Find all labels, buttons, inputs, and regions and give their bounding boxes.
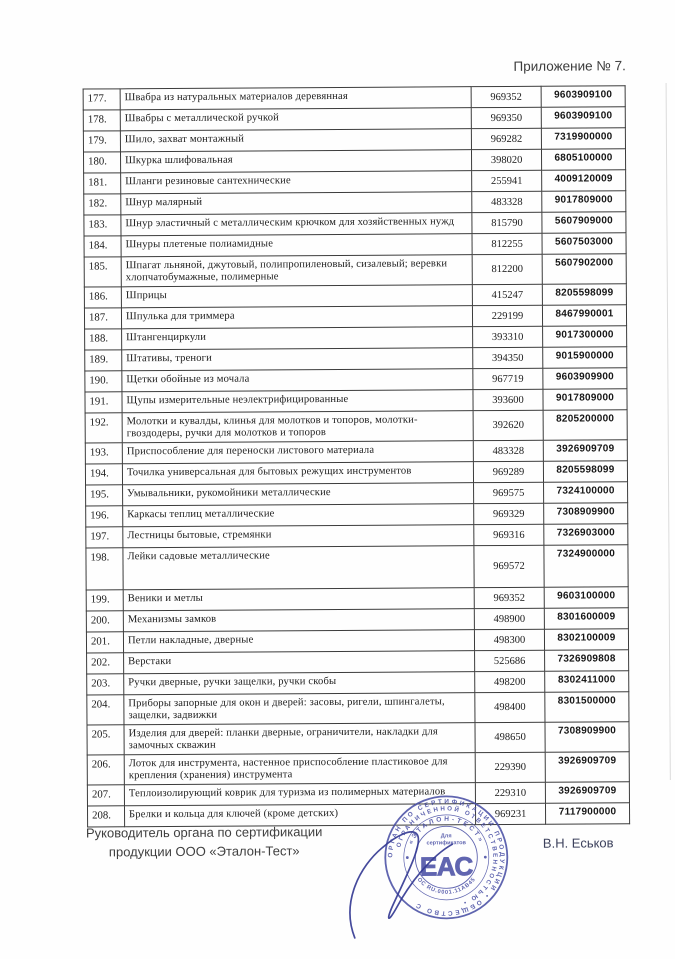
row-code: 498650 [475,722,545,752]
row-code: 812200 [472,254,542,284]
row-number: 206. [87,755,124,785]
signatory-role [70,822,338,862]
row-code: 498400 [475,692,545,722]
row-number: 197. [86,527,123,548]
row-description: Щетки обойные из мочала [122,369,473,392]
row-hs-code: 7324100000 [544,482,628,504]
row-hs-code: 7117900000 [545,803,629,825]
row-number: 179. [83,131,120,152]
row-hs-code: 8467990001 [542,305,626,327]
row-description: Ручки дверные, ручки защелки, ручки скобы [124,672,475,695]
row-number: 177. [83,89,120,110]
row-hs-code: 7308909900 [544,503,628,525]
row-number: 191. [85,392,122,413]
row-description: Шнур малярный [121,192,472,215]
row-hs-code: 7326909808 [545,650,629,672]
row-code: 525686 [475,650,545,671]
row-hs-code: 9603100000 [544,587,628,609]
row-code: 483328 [472,191,542,212]
certification-stamp [332,769,533,950]
row-code: 969575 [474,482,544,503]
row-code: 969350 [471,107,541,128]
stamp-org-name: «ЭТАЛОН-ТЕСТ» [407,815,486,846]
row-code: 392620 [473,410,543,440]
row-number: 194. [85,464,122,485]
row-hs-code: 5607503000 [542,233,626,255]
row-number: 193. [85,443,122,464]
row-hs-code: 9603909100 [541,107,625,129]
row-description: Приборы запорные для окон и дверей: засовы, ригели, шпингалеты, защелки, задвижки [124,693,475,725]
row-description: Шпулька для триммера [121,306,472,329]
row-number: 186. [84,287,121,308]
row-description: Шприцы [121,285,472,308]
row-number: 190. [85,371,122,392]
row-description: Механизмы замков [123,609,474,632]
row-number: 195. [86,485,123,506]
row-hs-code: 9017809000 [543,389,627,411]
row-number: 201. [86,632,123,653]
row-description: Штативы, треноги [122,348,473,371]
row-number: 187. [84,308,121,329]
row-number: 181. [84,173,121,194]
products-table [83,85,631,827]
row-hs-code: 3926909709 [545,782,629,804]
row-hs-code: 9603909100 [541,86,625,108]
row-description: Швабра из натуральных материалов деревянная [120,87,471,110]
row-code: 969282 [471,128,541,149]
row-hs-code: 8205598099 [542,284,626,306]
table-body [83,86,629,827]
row-hs-code: 8205598099 [543,461,627,483]
row-hs-code: 8302100009 [544,629,628,651]
row-description: Теплоизолирующий коврик для туризма из полимерных материалов [124,783,475,806]
signatory-role-line1: Руководитель органа по сертификации [85,824,323,841]
row-hs-code: 9017300000 [543,326,627,348]
row-code: 498200 [475,671,545,692]
page-title: Приложение № 7. [513,58,626,74]
row-number: 188. [85,329,122,350]
row-code: 498300 [474,629,544,650]
row-code: 969231 [475,803,545,824]
row-number: 192. [85,413,122,443]
row-description: Шланги резиновые сантехнические [121,171,472,194]
row-hs-code: 5607902000 [542,254,626,285]
signatory-role-line2: продукции ООО «Эталон-Тест» [108,843,300,860]
row-code: 415247 [472,284,542,305]
row-hs-code: 7308909900 [545,722,629,753]
row-number: 180. [83,152,120,173]
stamp-right-dot [484,856,487,859]
row-description: Щупы измерительные неэлектрифицированные [122,390,473,413]
stamp-ring2-text: ОГРАНИЧЕННОЙ ОТВЕТСТВЕННОСТЬЮ • [395,805,499,907]
stamp-cert-number: ОС RU.0001.11АВ45 [415,876,478,896]
row-description: Приспособление для переноски листового материала [122,441,473,464]
row-description: Умывальники, рукомойники металлические [123,483,474,506]
row-hs-code: 9015900000 [543,347,627,369]
row-description: Петли накладные, дверные [123,630,474,653]
stamp-purpose-line2: сертификатов [426,840,467,847]
row-hs-code: 9603909900 [543,368,627,390]
row-description: Шпагат льняной, джутовый, полипропиленовый, сизалевый; веревки хлопчатобумажные, полимерные [121,255,472,287]
row-hs-code: 8205200000 [543,410,627,441]
row-hs-code: 8301600009 [544,608,628,630]
row-description: Молотки и кувалды, клинья для молотков и топоров, молотки-гвоздодеры, ручки для молотков и топоров [122,411,473,443]
row-number: 189. [85,350,122,371]
row-code: 969316 [474,524,544,545]
row-hs-code: 3926909709 [545,752,629,783]
row-code: 393600 [473,389,543,410]
table-row [87,722,629,755]
row-code: 229390 [475,752,545,782]
row-description: Шнуры плетеные полиамидные [121,234,472,257]
row-number: 199. [86,590,123,611]
row-description: Шнур эластичный с металлическим крючком для хозяйственных нужд [121,213,472,236]
row-code: 812255 [472,233,542,254]
row-code: 969352 [474,587,544,608]
row-number: 182. [84,194,121,215]
row-hs-code: 5607909000 [542,212,626,234]
row-hs-code: 4009120009 [542,170,626,192]
row-code: 969572 [474,545,544,587]
stamp-left-dot [406,856,409,859]
row-number: 184. [84,236,121,257]
table-row [85,410,627,443]
eac-mark-icon: ЕАС [419,851,473,882]
row-number: 208. [87,806,124,827]
row-number: 207. [87,785,124,806]
row-description: Штангенциркули [122,327,473,350]
row-number: 178. [83,110,120,131]
row-number: 203. [87,674,124,695]
row-hs-code: 8302411000 [545,671,629,693]
row-number: 202. [87,653,124,674]
row-number: 196. [86,506,123,527]
row-code: 967719 [473,368,543,389]
row-description: Лоток для инструмента, настенное приспособление пластиковое для крепления (хранения) инструмента [124,753,475,785]
row-code: 498900 [474,608,544,629]
row-description: Лестницы бытовые, стремянки [123,525,474,548]
row-description: Верстаки [124,651,475,674]
row-code: 394350 [473,347,543,368]
row-code: 398020 [471,149,541,170]
row-number: 204. [87,695,124,725]
table-row [86,545,628,590]
row-number: 198. [86,548,123,590]
row-hs-code: 9017809000 [542,191,626,213]
row-number: 185. [84,257,121,287]
row-hs-code: 6805100000 [541,149,625,171]
row-description: Веники и метлы [123,588,474,611]
row-description: Каркасы теплиц металлические [123,504,474,527]
table-row [87,692,629,725]
table-row [84,254,626,287]
row-hs-code: 8301500000 [545,692,629,723]
row-code: 229199 [472,305,542,326]
signatory-name: В.Н. Еськов [542,835,614,851]
row-description: Швабры с металлической ручкой [120,108,471,131]
row-number: 183. [84,215,121,236]
row-code: 969352 [471,86,541,107]
row-code: 229310 [475,782,545,803]
row-code: 483328 [473,440,543,461]
row-description: Лейки садовые металлические [123,546,474,590]
row-code: 393310 [473,326,543,347]
row-description: Изделия для дверей: планки дверные, ограничители, накладки для замочных скважин [124,723,475,755]
row-description: Точилка универсальная для бытовых режущих инструментов [122,462,473,485]
row-number: 200. [86,611,123,632]
stamp-graphic [385,796,508,919]
stamp-purpose-line1: Для [440,833,452,840]
row-hs-code: 3926909709 [543,440,627,462]
row-code: 255941 [472,170,542,191]
row-description: Шкурка шлифовальная [120,150,471,173]
row-hs-code: 7324900000 [544,545,628,588]
row-description: Брелки и кольца для ключей (кроме детских) [124,804,475,827]
row-code: 969289 [473,461,543,482]
row-code: 969329 [474,503,544,524]
row-code: 815790 [472,212,542,233]
row-description: Шило, захват монтажный [120,129,471,152]
row-hs-code: 7326903000 [544,524,628,546]
scan-edge-line [666,83,671,780]
row-number: 205. [87,725,124,755]
row-hs-code: 7319900000 [541,128,625,150]
stamp-ring1-text: ОРГАН ПО СЕРТИФИКАЦИИ ПРОДУКЦИИ • ОБЩЕСТВО С [387,798,506,917]
